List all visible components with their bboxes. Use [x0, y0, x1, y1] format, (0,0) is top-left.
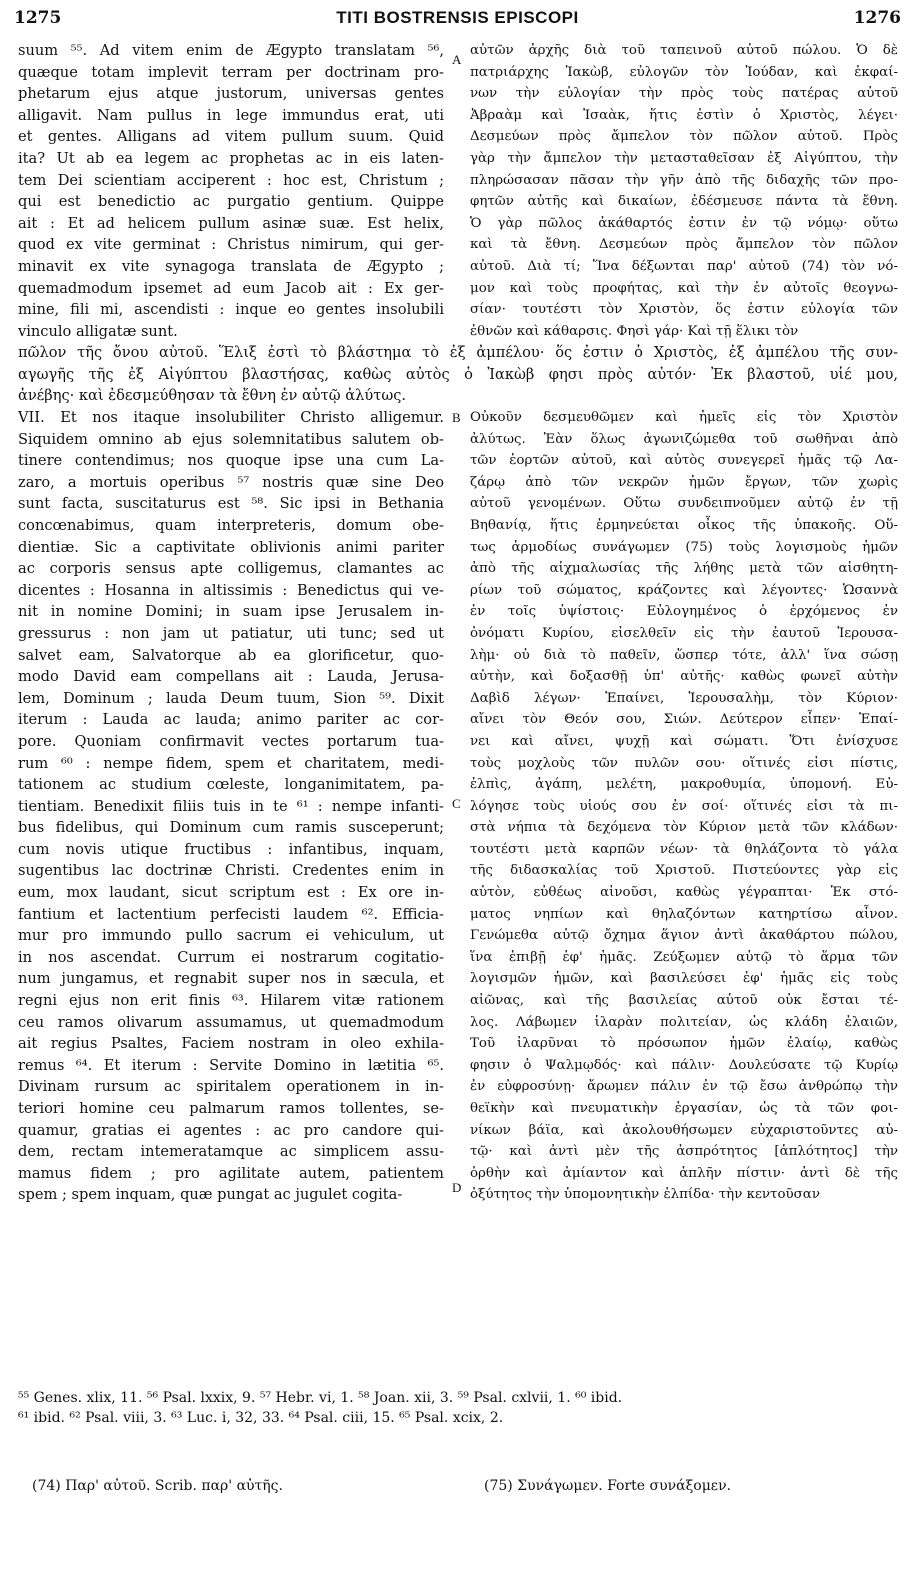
- text-line: ἀνέβης· καὶ ἐδεσμεύθησαν τὰ ἔθνη ἐν αὐτῷ ἀλύτως.: [18, 387, 407, 405]
- text-line: modo David eam compellans ait : Lauda, Jerusa-: [18, 668, 444, 686]
- text-line: ζάρῳ ἀπὸ τῶν νεκρῶν ἡμῶν ἔργων, τῶν χωρὶς: [470, 474, 898, 490]
- text-line: fantium et lactentium perfecisti laudem ⁶². Efficia-: [18, 905, 444, 923]
- text-line: eum, mox laudant, sicut scriptum est : Ex ore in-: [18, 884, 444, 902]
- text-line: tientiam. Benedixit filiis tuis in te ⁶¹ : nempe infanti-: [18, 797, 444, 815]
- text-line: ita? Ut ab ea legem ac prophetas ac in eis laten-: [18, 149, 444, 167]
- text-line: αὐτῶν ἀρχῆς διὰ τοῦ ταπεινοῦ αὐτοῦ πώλου. Ὁ δὲ: [470, 43, 898, 58]
- text-line: τῆς διδασκαλίας τοῦ Χριστοῦ. Πιστεύοντες γὰρ εἰς: [470, 863, 898, 879]
- text-line: λὴμ· οὐ διὰ τὸ παθεῖν, ὥσπερ τότε, ἀλλ' ἵνα σώσῃ: [470, 647, 898, 663]
- text-line: ἐν τοῖς ὑψίστοις· Εὐλογημένος ὁ ἐρχόμενος ἐν: [470, 604, 898, 620]
- text-line: tationem ac studium cœleste, longanimitatem, pa-: [18, 776, 444, 794]
- section-marker-a: A: [452, 52, 462, 67]
- text-line: πατριάρχης Ἰακὼβ, εὐλογῶν τὸν Ἰούδαν, καὶ ἐκφαί-: [470, 64, 898, 80]
- text-line: ἵνα ἐπιβῇ ἐφ' ἡμᾶς. Ζεύξωμεν αὐτῷ τὸ ἅρμα τῶν: [470, 949, 898, 965]
- text-line: νει καὶ αἴνει, ψυχῇ καὶ σώματι. Ὅτι ἐνίσχυσε: [470, 733, 898, 749]
- text-line: σίαν· τουτέστι τὸν Χριστὸν, ὅς ἐστιν εὐλογία τῶν: [470, 302, 898, 318]
- text-line: dientiæ. Sic a captivitate oblivionis animi pariter: [18, 538, 444, 556]
- text-line: qui est benedictio ac purgatio gentium. Quippe: [18, 193, 444, 211]
- text-line: αἴνει τὸν Θεόν σου, Σιών. Δεύτερον εἶπεν· Ἐπαί-: [470, 712, 898, 728]
- latin-column-bottom: [18, 407, 444, 1206]
- text-line: Βηθανίᾳ, ἥτις ἑρμηνεύεται οἶκος τῆς ὑπακοῆς. Οὕ-: [470, 517, 898, 533]
- text-line: αὐτοῦ γενομένων. Οὕτω συνδειπνοῦμεν αὐτῷ ἐν τῇ: [470, 496, 898, 512]
- text-line: mur pro immundo pullo sacrum ei vehiculum, ut: [18, 927, 444, 945]
- text-line: Γενώμεθα αὐτῷ ὄχημα ἅγιον ἀντὶ ἀκαθάρτου πώλου,: [470, 928, 898, 944]
- note-74: (74) Παρ' αὐτοῦ. Scrib. παρ' αὐτῆς.: [32, 1478, 283, 1494]
- text-line: tinere contendimus; nos quoque ipse una cum La-: [18, 452, 444, 470]
- footnotes: [18, 1388, 901, 1428]
- text-line: τοὺς μοχλοὺς τῶν πυλῶν σου· οἵτινές εἰσι πίστις,: [470, 755, 898, 771]
- text-line: αὐτοῦ. Διὰ τί; Ἵνα δέξωνται παρ' αὐτοῦ (74) τὸν νό-: [470, 258, 898, 274]
- text-line: ἀπὸ τῆς αἰχμαλωσίας τῆς λήθης μετὰ τῶν αἰσθητη-: [470, 561, 898, 577]
- text-line: mamus fidem ; pro agilitate autem, patientem: [18, 1164, 444, 1182]
- greek-column-bottom: [470, 407, 898, 1206]
- text-line: ὀξύτητος τὴν ὑπομονητικὴν ἐλπίδα· τὴν κεντοῦσαν: [470, 1187, 820, 1203]
- text-line: zaro, a mortuis operibus ⁵⁷ nostris quæ sine Deo: [18, 473, 444, 491]
- text-line: ait regius Psaltes, Faciem nostram in oleo exhila-: [18, 1035, 444, 1053]
- text-line: dem, rectam intemeratamque ac simplicem assu-: [18, 1143, 444, 1161]
- text-line: λόγησε τοὺς υἱούς σου ἐν σοί· οἵτινές εἰσι τὰ πι-: [470, 798, 898, 814]
- text-line: lem, Dominum ; lauda Deum tuum, Sion ⁵⁹. Dixit: [18, 689, 444, 707]
- text-line: salvet eam, Salvatorque ab ea glorificetur, quo-: [18, 646, 444, 664]
- text-line: μον καὶ τοὺς προφήτας, καὶ τὴν ἐν αὐτοῖς θεογνω-: [470, 280, 898, 296]
- text-line: τῶν ἑορτῶν αὐτοῦ, καὶ αὐτὸς συνεγερεῖ ἡμᾶς τῷ Λα-: [470, 453, 898, 469]
- text-line: Δαβὶδ λέγων· Ἐπαίνει, Ἱερουσαλὴμ, τὸν Κύριον·: [470, 690, 898, 706]
- text-line: ρίων τοῦ σώματος, κράζοντες καὶ λέγοντες· Ὡσαννὰ: [470, 582, 898, 598]
- text-line: dicentes : Hosanna in altissimis : Benedictus qui ve-: [18, 581, 444, 599]
- text-line: ἐλπὶς, ἀγάπη, μελέτη, μακροθυμία, ὑπομονή. Εὐ-: [470, 777, 898, 793]
- text-line: Siquidem omnino ab ejus solemnitatibus salutem ob-: [18, 430, 444, 448]
- text-line: ὀνόματι Κυρίου, εἰσελθεῖν εἰς τὴν ἑαυτοῦ Ἱερουσα-: [470, 625, 898, 641]
- text-line: λογισμῶν ἡμῶν, καὶ βασιλεύσει ἐφ' ἡμᾶς εἰς τοὺς: [470, 971, 898, 987]
- text-line: minavit ex vite synagoga translata de Ægypto ;: [18, 257, 444, 275]
- text-line: ait : Et ad helicem pullum asinæ suæ. Est helix,: [18, 214, 444, 232]
- text-line: Οὐκοῦν δεσμευθῶμεν καὶ ἡμεῖς εἰς τὸν Χριστὸν: [470, 410, 898, 425]
- text-line: quemadmodum ipsemet ad eum Jacob ait : Ex ger-: [18, 279, 444, 297]
- text-line: ἐν εὐφροσύνῃ· ἄρωμεν πάλιν ἐν τῷ ἔσω ἀνθρώπῳ τὴν: [470, 1079, 898, 1095]
- text-line: spem ; spem inquam, quæ pungat ac jugulet cogita-: [18, 1186, 403, 1204]
- text-line: et gentes. Alligans ad vitem pullum suum. Quid: [18, 128, 444, 146]
- text-line: cum novis utique fructibus : infantibus, inquam,: [18, 840, 444, 858]
- greek-full-width-passage: [18, 342, 898, 407]
- text-line: φητῶν αὐτῆς καὶ δικαίων, ἐδέσμευσε πάντα τὰ ἔθνη.: [470, 194, 898, 210]
- text-line: αὐτὸν, εὐθέως αἰνοῦσι, καθὼς γέγραπται· Ἐκ στό-: [470, 885, 898, 901]
- text-line: remus ⁶⁴. Et iterum : Servite Domino in lætitia ⁶⁵.: [18, 1056, 444, 1074]
- text-line: sunt facta, suscitaturus est ⁵⁸. Sic ipsi in Bethania: [18, 495, 444, 513]
- text-line: in nos ascendat. Currum ei nostrarum cogitatio-: [18, 948, 444, 966]
- section-marker-d: D: [452, 1180, 462, 1195]
- text-line: sugentibus lac doctrinæ Christi. Credentes enim in: [18, 862, 444, 880]
- text-line: quæque totam implevit terram per doctrinam pro-: [18, 63, 444, 81]
- text-line: alligavit. Nam pullus in lege immundus erat, uti: [18, 106, 444, 124]
- text-line: στὰ νήπια τὰ δεχόμενα τὸν Κύριον μετὰ τῶν κλάδων·: [470, 820, 898, 836]
- text-line: γὰρ τὴν ἄμπελον τὴν μετασταθεῖσαν ἐξ Αἰγύπτου, τὴν: [470, 150, 898, 166]
- text-line: pore. Quoniam confirmavit vectes portarum tua-: [18, 732, 444, 750]
- text-line: καὶ τὰ ἔθνη. Δεσμεύων πρὸς ἄμπελον τὸν πῶλον: [470, 237, 898, 253]
- text-line: vinculo alligatæ sunt.: [18, 322, 178, 340]
- text-line: tem Dei scientiam acciperent : hoc est, Christum ;: [18, 171, 444, 189]
- text-line: iterum : Lauda ac lauda; animo pariter ac cor-: [18, 711, 444, 729]
- text-line: Ἀβραὰμ καὶ Ἰσαὰκ, ἥτις ἐστὶν ὁ Χριστὸς, λέγει·: [470, 107, 898, 123]
- text-line: νίκων βάϊα, καὶ ἀκολουθήσωμεν εὐχαριστοῦντες αὐ-: [470, 1122, 898, 1138]
- footnote-line: ⁶¹ ibid. ⁶² Psal. viii, 3. ⁶³ Luc. i, 32, 33. ⁶⁴ Psal. ciii, 15. ⁶⁵ Psal. xcix, 2.: [18, 1410, 504, 1426]
- text-line: Δεσμεύων πρὸς ἄμπελον τὸν πῶλον αὐτοῦ. Πρὸς: [470, 129, 898, 145]
- text-line: τως ἁρμοδίως συνάγωμεν (75) τοὺς λογισμοὺς ἡμῶν: [470, 539, 898, 555]
- footnote-line: ⁵⁵ Genes. xlix, 11. ⁵⁶ Psal. lxxix, 9. ⁵⁷ Hebr. vi, 1. ⁵⁸ Joan. xii, 3. ⁵⁹ Psal. cxlvii, 1. ⁶⁰ ibid.: [18, 1390, 623, 1406]
- latin-column-top: [18, 40, 444, 342]
- text-line: νων τὴν εὐλογίαν τὴν πρὸς τοὺς πατέρας αὐτοῦ: [470, 86, 898, 102]
- text-line: αἰῶνας, καὶ τῆς βασιλείας αὐτοῦ οὐκ ἔσται τέ-: [470, 993, 898, 1009]
- text-line: αὐτὴν, καὶ δοξασθῇ ὑπ' αὐτῆς· καθὼς φωνεῖ αὐτὴν: [470, 669, 898, 685]
- text-line: bus fidelibus, qui Dominum cum ramis susceperunt;: [18, 819, 444, 837]
- text-line: ceu ramos olivarum assumamus, ut quemadmodum: [18, 1013, 444, 1031]
- text-line: regni ejus non erit finis ⁶³. Hilarem vitæ rationem: [18, 992, 444, 1010]
- text-line: πῶλον τῆς ὄνου αὐτοῦ. Ἕλιξ ἐστὶ τὸ βλάστημα τὸ ἐξ ἀμπέλου· ὅς ἐστιν ὁ Χριστὸς, ἐξ ἀμπέλου τῆς συν-: [18, 344, 898, 361]
- text-line: Ὁ γὰρ πῶλος ἀκάθαρτός ἐστιν ἐν τῷ νόμῳ· οὕτω: [470, 215, 898, 231]
- text-line: τουτέστι μετὰ καρπῶν νέων· τὰ θηλάζοντα τὸ γάλα: [470, 841, 898, 857]
- text-line: num jungamus, et regnabit super nos in sæcula, et: [18, 970, 444, 988]
- text-line: nit in nomine Domini; in suam ipse Jerusalem in-: [18, 603, 444, 621]
- text-line: αγωγῆς τῆς ἐξ Αἰγύπτου βλαστήσας, καθὼς αὐτὸς ὁ Ἰακὼβ φησι πρὸς αὐτόν· Ἐκ βλαστοῦ, υἱέ μου,: [18, 365, 898, 383]
- text-line: πληρώσασαν πᾶσαν τὴν γῆν ἀπὸ τῆς διδαχῆς τῶν προ-: [470, 172, 898, 188]
- page-number-left: 1275: [14, 8, 62, 28]
- text-line: τῷ· καὶ ἀντὶ μὲν τῆς ἀσπρότητος [ἁπλότητος] τὴν: [470, 1144, 898, 1160]
- text-line: rum ⁶⁰ : nempe fidem, spem et charitatem, medi-: [18, 754, 444, 772]
- text-line: phetarum ejus atque justorum, universas gentes: [18, 85, 444, 103]
- text-line: ἀλύτως. Ἐὰν ὅλως ἀγωνιζώμεθα τοῦ σωθῆναι ἀπὸ: [470, 431, 898, 447]
- text-line: θεϊκὴν καὶ πνευματικὴν ἐργασίαν, ὡς τὰ τῶν φοι-: [470, 1101, 898, 1116]
- text-line: Divinam rursum ac spiritalem operationem in in-: [18, 1078, 444, 1096]
- section-marker-c: C: [452, 796, 461, 811]
- text-line: φησιν ὁ Ψαλμῳδός· καὶ πάλιν· Δουλεύσατε τῷ Κυρίῳ: [470, 1057, 898, 1073]
- text-line: ac corporis sensus apte colligemus, clamantes ac: [18, 560, 444, 578]
- text-line: λος. Λάβωμεν ἱλαρὰν πολιτείαν, ὡς κλάδη ἐλαιῶν,: [470, 1014, 898, 1030]
- text-line: ματος νηπίων καὶ θηλαζόντων κατηρτίσω αἶνον.: [470, 906, 898, 922]
- text-line: quamur, gratias ei agentes : ac pro candore qui-: [18, 1121, 444, 1139]
- text-line: teriori homine ceu palmarum ramos tollentes, se-: [18, 1100, 444, 1117]
- greek-column-top: [470, 40, 898, 342]
- text-line: gressurus : non jam ut patiatur, uti tunc; sed ut: [18, 624, 444, 642]
- page-number-right: 1276: [853, 8, 901, 28]
- text-line: VII. Et nos itaque insolubiliter Christo alligemur.: [18, 409, 444, 426]
- text-line: ἐθνῶν καὶ κάθαρσις. Φησὶ γάρ· Καὶ τῇ ἕλικι τὸν: [470, 323, 799, 339]
- note-75: (75) Συνάγωμεν. Forte συνάξομεν.: [484, 1478, 732, 1494]
- text-line: mine, fili mi, ascendisti : inque eo gentes insolubili: [18, 301, 444, 319]
- text-line: quod ex vite germinat : Christus nimirum, qui ger-: [18, 236, 444, 254]
- text-line: ὀρθὴν καὶ ἀμίαντον καὶ ἁπλῆν πίστιν· ἀντὶ δὲ τῆς: [470, 1165, 898, 1181]
- section-marker-b: B: [452, 410, 461, 425]
- running-title: TITI BOSTRENSIS EPISCOPI: [336, 8, 579, 27]
- text-line: suum ⁵⁵. Ad vitem enim de Ægypto translatam ⁵⁶,: [18, 42, 444, 59]
- running-header: [14, 8, 901, 34]
- text-line: concœnabimus, quam interpreteris, domum obe-: [18, 516, 444, 534]
- text-line: Τοῦ ἱλαρῦναι τὸ πρόσωπον ἡμῶν ἐλαίῳ, καθὼς: [470, 1036, 898, 1052]
